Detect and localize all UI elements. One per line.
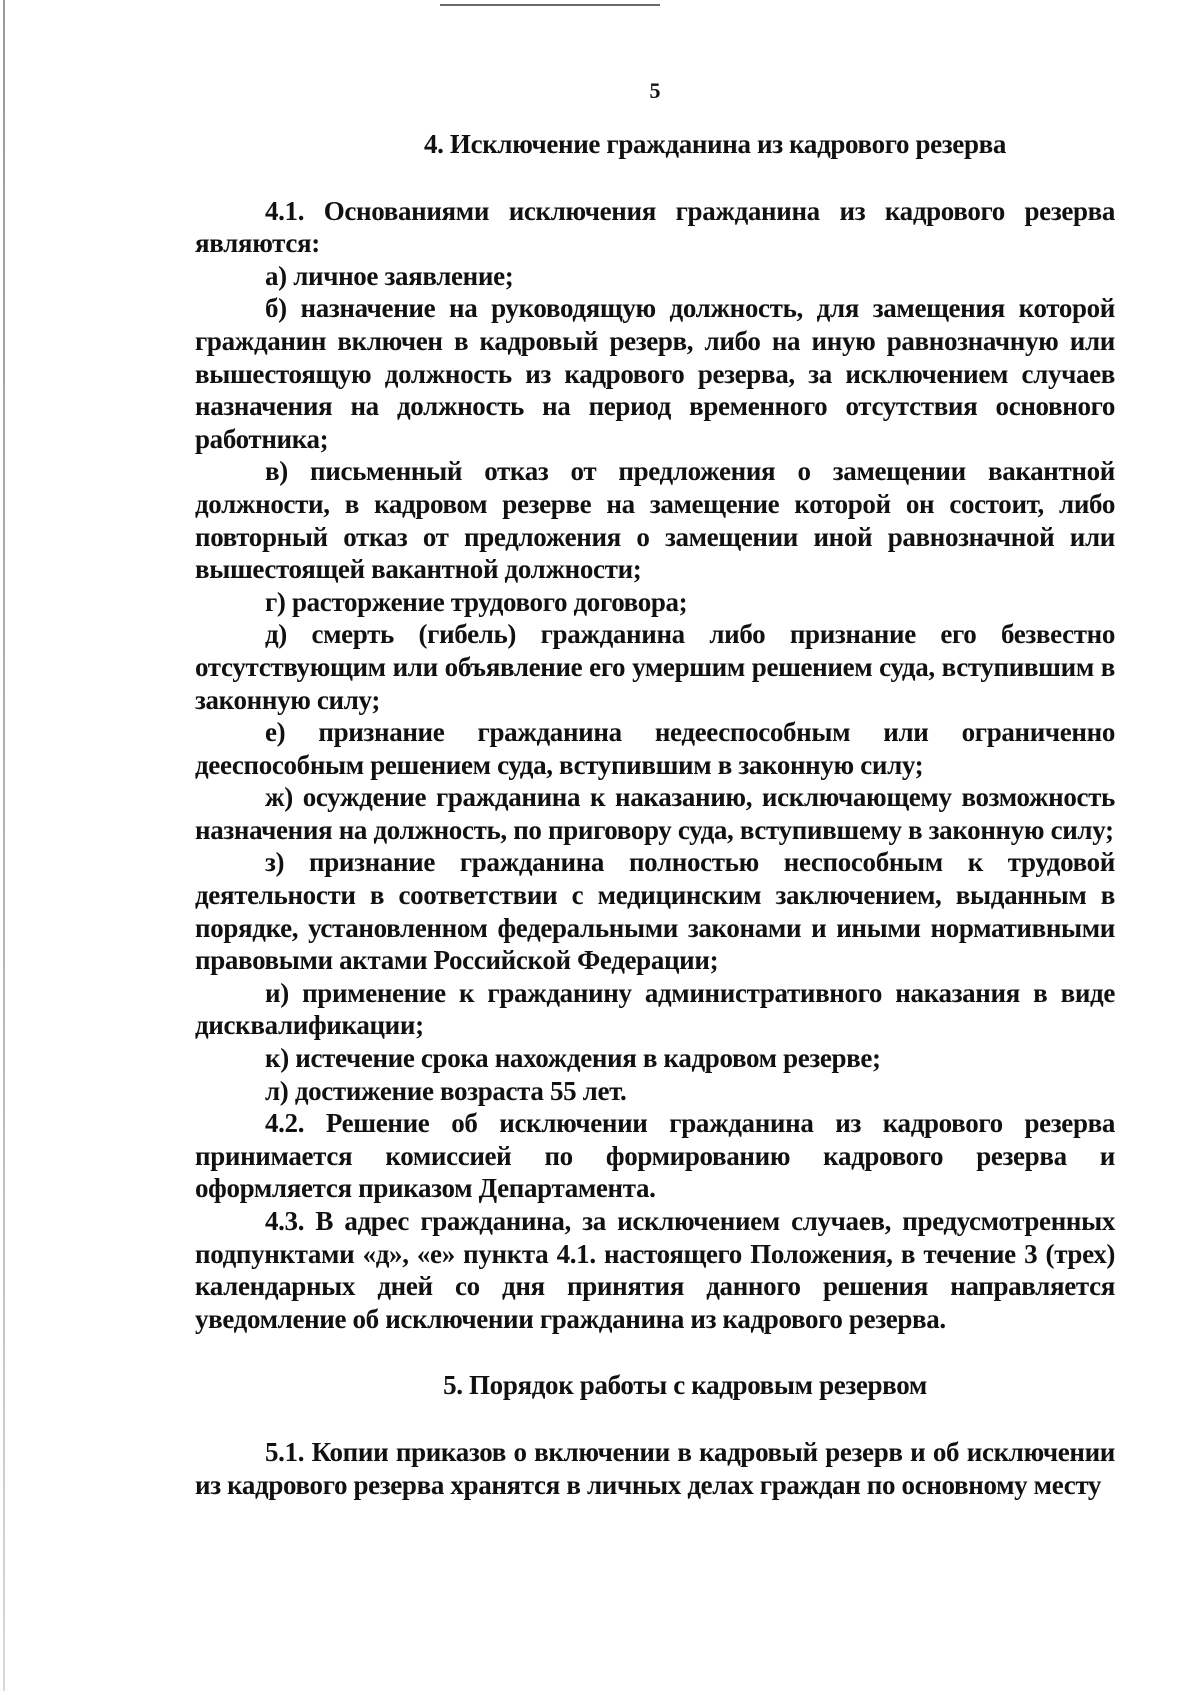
item-z: з) признание гражданина полностью неспособным к трудовой деятельности в соответствии с медицинским заключением, выданным в порядке, установленном федеральными законами и иными нормативными правовыми актами Российской Федерации; [195, 847, 1115, 976]
paragraph-4-3: 4.3. В адрес гражданина, за исключением случаев, предусмотренных подпунктами «д», «е» пункта 4.1. настоящего Положения, в течение 3 (трех) календарных дней со дня принятия данного решения направляется уведомление об исключении гражданина из кадрового резерва. [195, 1206, 1115, 1334]
paragraph-4-2: 4.2. Решение об исключении гражданина из кадрового резерва принимается комиссией по формированию кадрового резерва и оформляется приказом Департамента. [195, 1108, 1115, 1204]
item-g: г) расторжение трудового договора; [265, 586, 688, 617]
section-4-paragraphs [195, 195, 1115, 1336]
item-b: б) назначение на руководящую должность, для замещения которой гражданин включен в кадровый резерв, либо на иную равнозначную или вышестоящую должность из кадрового резерва, за исключением случаев назначения на должность на период временного отсутствия основного работника; [195, 293, 1115, 454]
item-v: в) письменный отказ от предложения о замещении вакантной должности, в кадровом резерве на замещение которой он состоит, либо повторный отказ от предложения о замещении иной равнозначной или вышестоящей вакантной должности; [195, 456, 1115, 585]
paragraph-4-1: 4.1. Основаниями исключения гражданина из кадрового резерва являются: [195, 195, 1115, 259]
item-d: д) смерть (гибель) гражданина либо признание его безвестно отсутствующим или объявление его умершим решением суда, вступившим в законную силу; [195, 619, 1115, 715]
section-5-paragraphs [195, 1436, 1115, 1501]
item-a: а) личное заявление; [265, 260, 514, 291]
item-zh: ж) осуждение гражданина к наказанию, исключающему возможность назначения на должность, по приговору суда, вступившему в законную силу; [195, 782, 1115, 845]
item-k: к) истечение срока нахождения в кадровом резерве; [265, 1043, 881, 1074]
document-body [195, 128, 1115, 1501]
section-4-heading: 4. Исключение гражданина из кадрового резерва [423, 129, 1006, 159]
item-i: и) применение к гражданину административного наказания в виде дисквалификации; [195, 977, 1115, 1041]
paragraph-5-1: 5.1. Копии приказов о включении в кадровый резерв и об исключении из кадрового резерва хранятся в личных делах граждан по основному месту [195, 1436, 1115, 1500]
scan-left-edge [3, 0, 5, 1691]
top-rule [440, 4, 660, 6]
page-number: 5 [649, 78, 661, 103]
item-l: л) достижение возраста 55 лет. [265, 1075, 627, 1106]
section-5-heading: 5. Порядок работы с кадровым резервом [443, 1370, 927, 1401]
item-e: е) признание гражданина недееспособным или ограниченно дееспособным решением суда, вступившим в законную силу; [195, 717, 1115, 780]
